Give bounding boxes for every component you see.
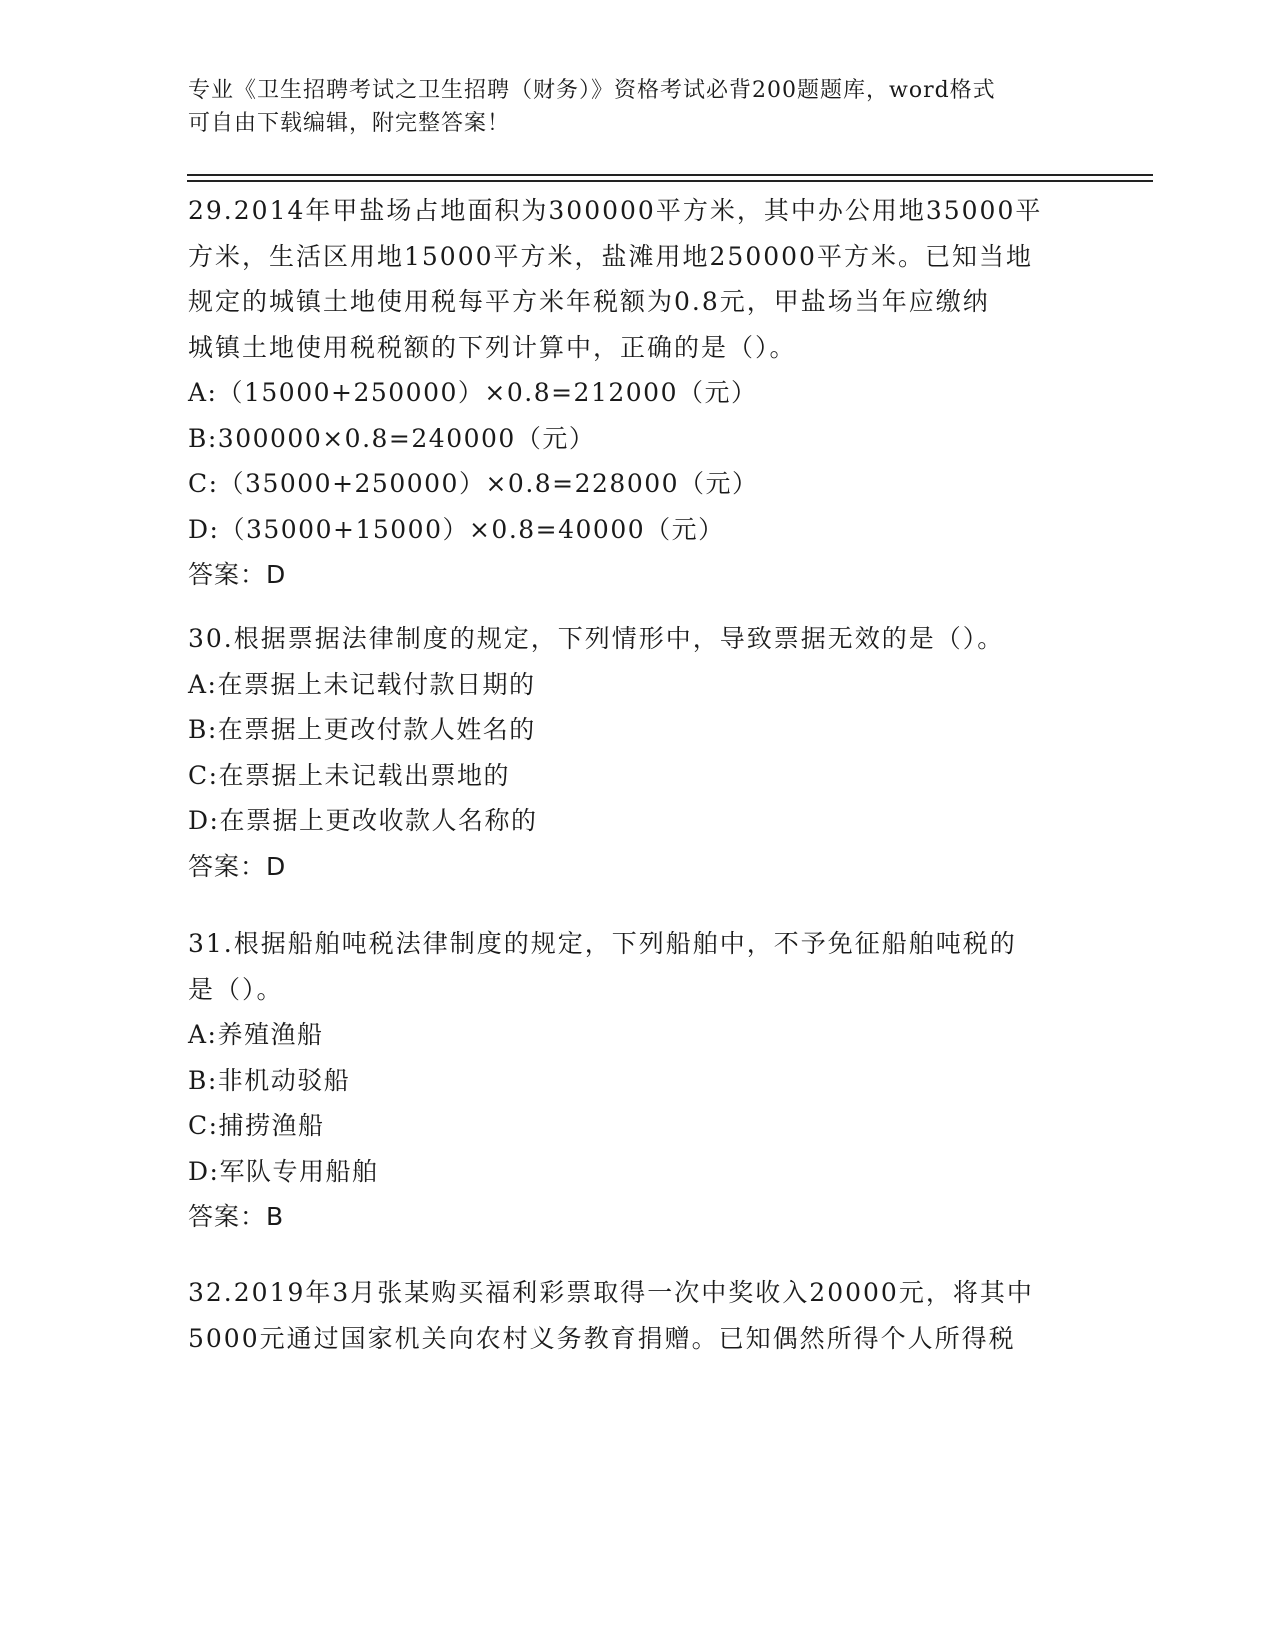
answer: 答案：D [188,560,287,589]
question-stem [188,616,1088,662]
option-d: D:在票据上更改收款人名称的 [188,806,538,835]
question-32 [188,1270,1088,1361]
stem-line: 方米，生活区用地15000平方米，盐滩用地250000平方米。已知当地 [188,241,1033,271]
question-stem [188,188,1088,370]
option-b: B:非机动驳船 [188,1065,351,1095]
option-a: A:（15000+250000）×0.8=212000（元） [188,378,758,407]
option-a: A:在票据上未记载付款日期的 [188,669,536,699]
stem-line: 是（）。 [188,974,284,1004]
option-c: C:捕捞渔船 [188,1111,325,1140]
header-line: 专业《卫生招聘考试之卫生招聘（财务）》资格考试必背200题题库，word格式 [188,78,996,103]
question-stem [188,1270,1088,1361]
option-d: D:军队专用船舶 [188,1156,379,1186]
header-line: 可自由下载编辑，附完整答案！ [188,111,511,136]
option-b: B:在票据上更改付款人姓名的 [188,715,536,744]
option-a: A:养殖渔船 [188,1020,324,1049]
stem-line: 32.2019年3月张某购买福利彩票取得一次中奖收入20000元，将其中 [188,1278,1034,1307]
answer: 答案：B [188,1202,285,1231]
header-divider [187,174,1153,176]
stem-line: 5000元通过国家机关向农村义务教育捐赠。已知偶然所得个人所得税 [188,1323,1016,1353]
option-c: C:在票据上未记载出票地的 [188,760,511,790]
question-29 [188,188,1088,598]
stem-line: 30.根据票据法律制度的规定，下列情形中，导致票据无效的是（）。 [188,624,1005,653]
stem-line: 31.根据船舶吨税法律制度的规定，下列船舶中，不予免征船舶吨税的 [188,929,1017,958]
stem-line: 29.2014年甲盐场占地面积为300000平方米，其中办公用地35000平 [188,196,1043,225]
option-b: B:300000×0.8=240000（元） [188,423,596,453]
answer: 答案：D [188,851,287,881]
question-stem [188,921,1088,1012]
stem-line: 规定的城镇土地使用税每平方米年税额为0.8元，甲盐场当年应缴纳 [188,287,990,316]
question-30 [188,616,1088,889]
stem-line: 城镇土地使用税税额的下列计算中，正确的是（）。 [188,332,797,362]
document-header [188,74,1088,140]
header-divider [187,180,1153,182]
question-31 [188,921,1088,1240]
option-c: C:（35000+250000）×0.8=228000（元） [188,469,759,498]
option-d: D:（35000+15000）×0.8=40000（元） [188,514,725,544]
